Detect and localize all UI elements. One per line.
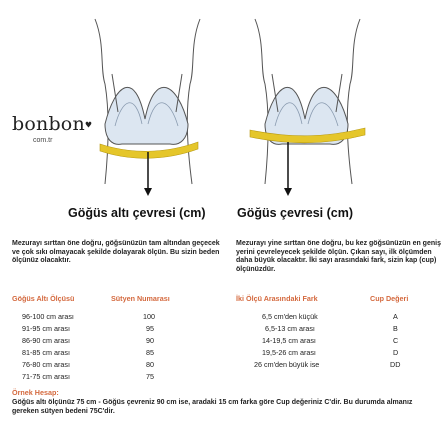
right-row-diff: 26 cm'den büyük ise xyxy=(254,360,320,369)
brand-name: bonbon xyxy=(12,113,85,135)
left-row-range: 71-75 cm arası xyxy=(22,372,70,381)
right-row-cup: B xyxy=(393,324,398,333)
brand-domain: com.tr xyxy=(33,137,53,144)
right-row-cup: A xyxy=(393,312,398,321)
left-row-range: 86-90 cm arası xyxy=(22,336,70,345)
heart-icon: ♥ xyxy=(84,120,93,130)
right-row-cup: C xyxy=(393,336,399,345)
difference-header: İki Ölçü Arasındaki Fark xyxy=(236,294,318,303)
underbust-header: Göğüs Altı Ölçüsü xyxy=(12,294,75,303)
left-row-size: 100 xyxy=(143,312,155,321)
right-row-diff: 14-19,5 cm arası xyxy=(262,336,316,345)
brand-logo xyxy=(12,113,92,135)
underbust-illustration xyxy=(60,14,230,204)
left-row-size: 95 xyxy=(146,324,154,333)
underbust-instruction: Mezurayı sırttan öne doğru, göğsünüzün tam altından geçecek ve çok sıkı olmayacak şekilde dolayarak ölçün. Bu sizin beden ölçünüz olacaktır. xyxy=(12,240,220,265)
right-row-diff: 6,5 cm'den küçük xyxy=(262,312,318,321)
example-title: Örnek Hesap: xyxy=(12,388,59,397)
left-row-range: 81-85 cm arası xyxy=(22,348,70,357)
left-row-range: 96-100 cm arası xyxy=(22,312,74,321)
left-row-range: 91-95 cm arası xyxy=(22,324,70,333)
left-row-size: 75 xyxy=(146,372,154,381)
right-row-cup: DD xyxy=(390,360,401,369)
underbust-label: Göğüs altı çevresi (cm) xyxy=(68,206,206,220)
right-row-cup: D xyxy=(393,348,399,357)
left-row-size: 85 xyxy=(146,348,154,357)
right-row-diff: 6,5-13 cm arası xyxy=(265,324,315,333)
left-row-size: 90 xyxy=(146,336,154,345)
bra-size-header: Sütyen Numarası xyxy=(111,294,170,303)
bust-illustration xyxy=(220,14,390,204)
right-row-diff: 19,5-26 cm arası xyxy=(262,348,316,357)
left-row-range: 76-80 cm arası xyxy=(22,360,70,369)
bust-label: Göğüs çevresi (cm) xyxy=(237,206,354,220)
bust-instruction: Mezurayı yine sırttan öne doğru, bu kez göğsünüzün en geniş yerini çevreleyecek şekilde ölçün. Çıkan sayı, ilk ölçümden daha büyük olacaktır. İki sayı arasındaki fark, sizin kap (cup) ölçünüzdür. xyxy=(236,240,441,273)
cup-header: Cup Değeri xyxy=(370,294,409,303)
example-text: Göğüs altı ölçünüz 75 cm - Göğüs çevreniz 90 cm ise, aradaki 15 cm farka göre Cup değeriniz C'dir. Bu durumda almanız gereken sütyen bedeni 75C'dir. xyxy=(12,399,413,415)
left-row-size: 80 xyxy=(146,360,154,369)
